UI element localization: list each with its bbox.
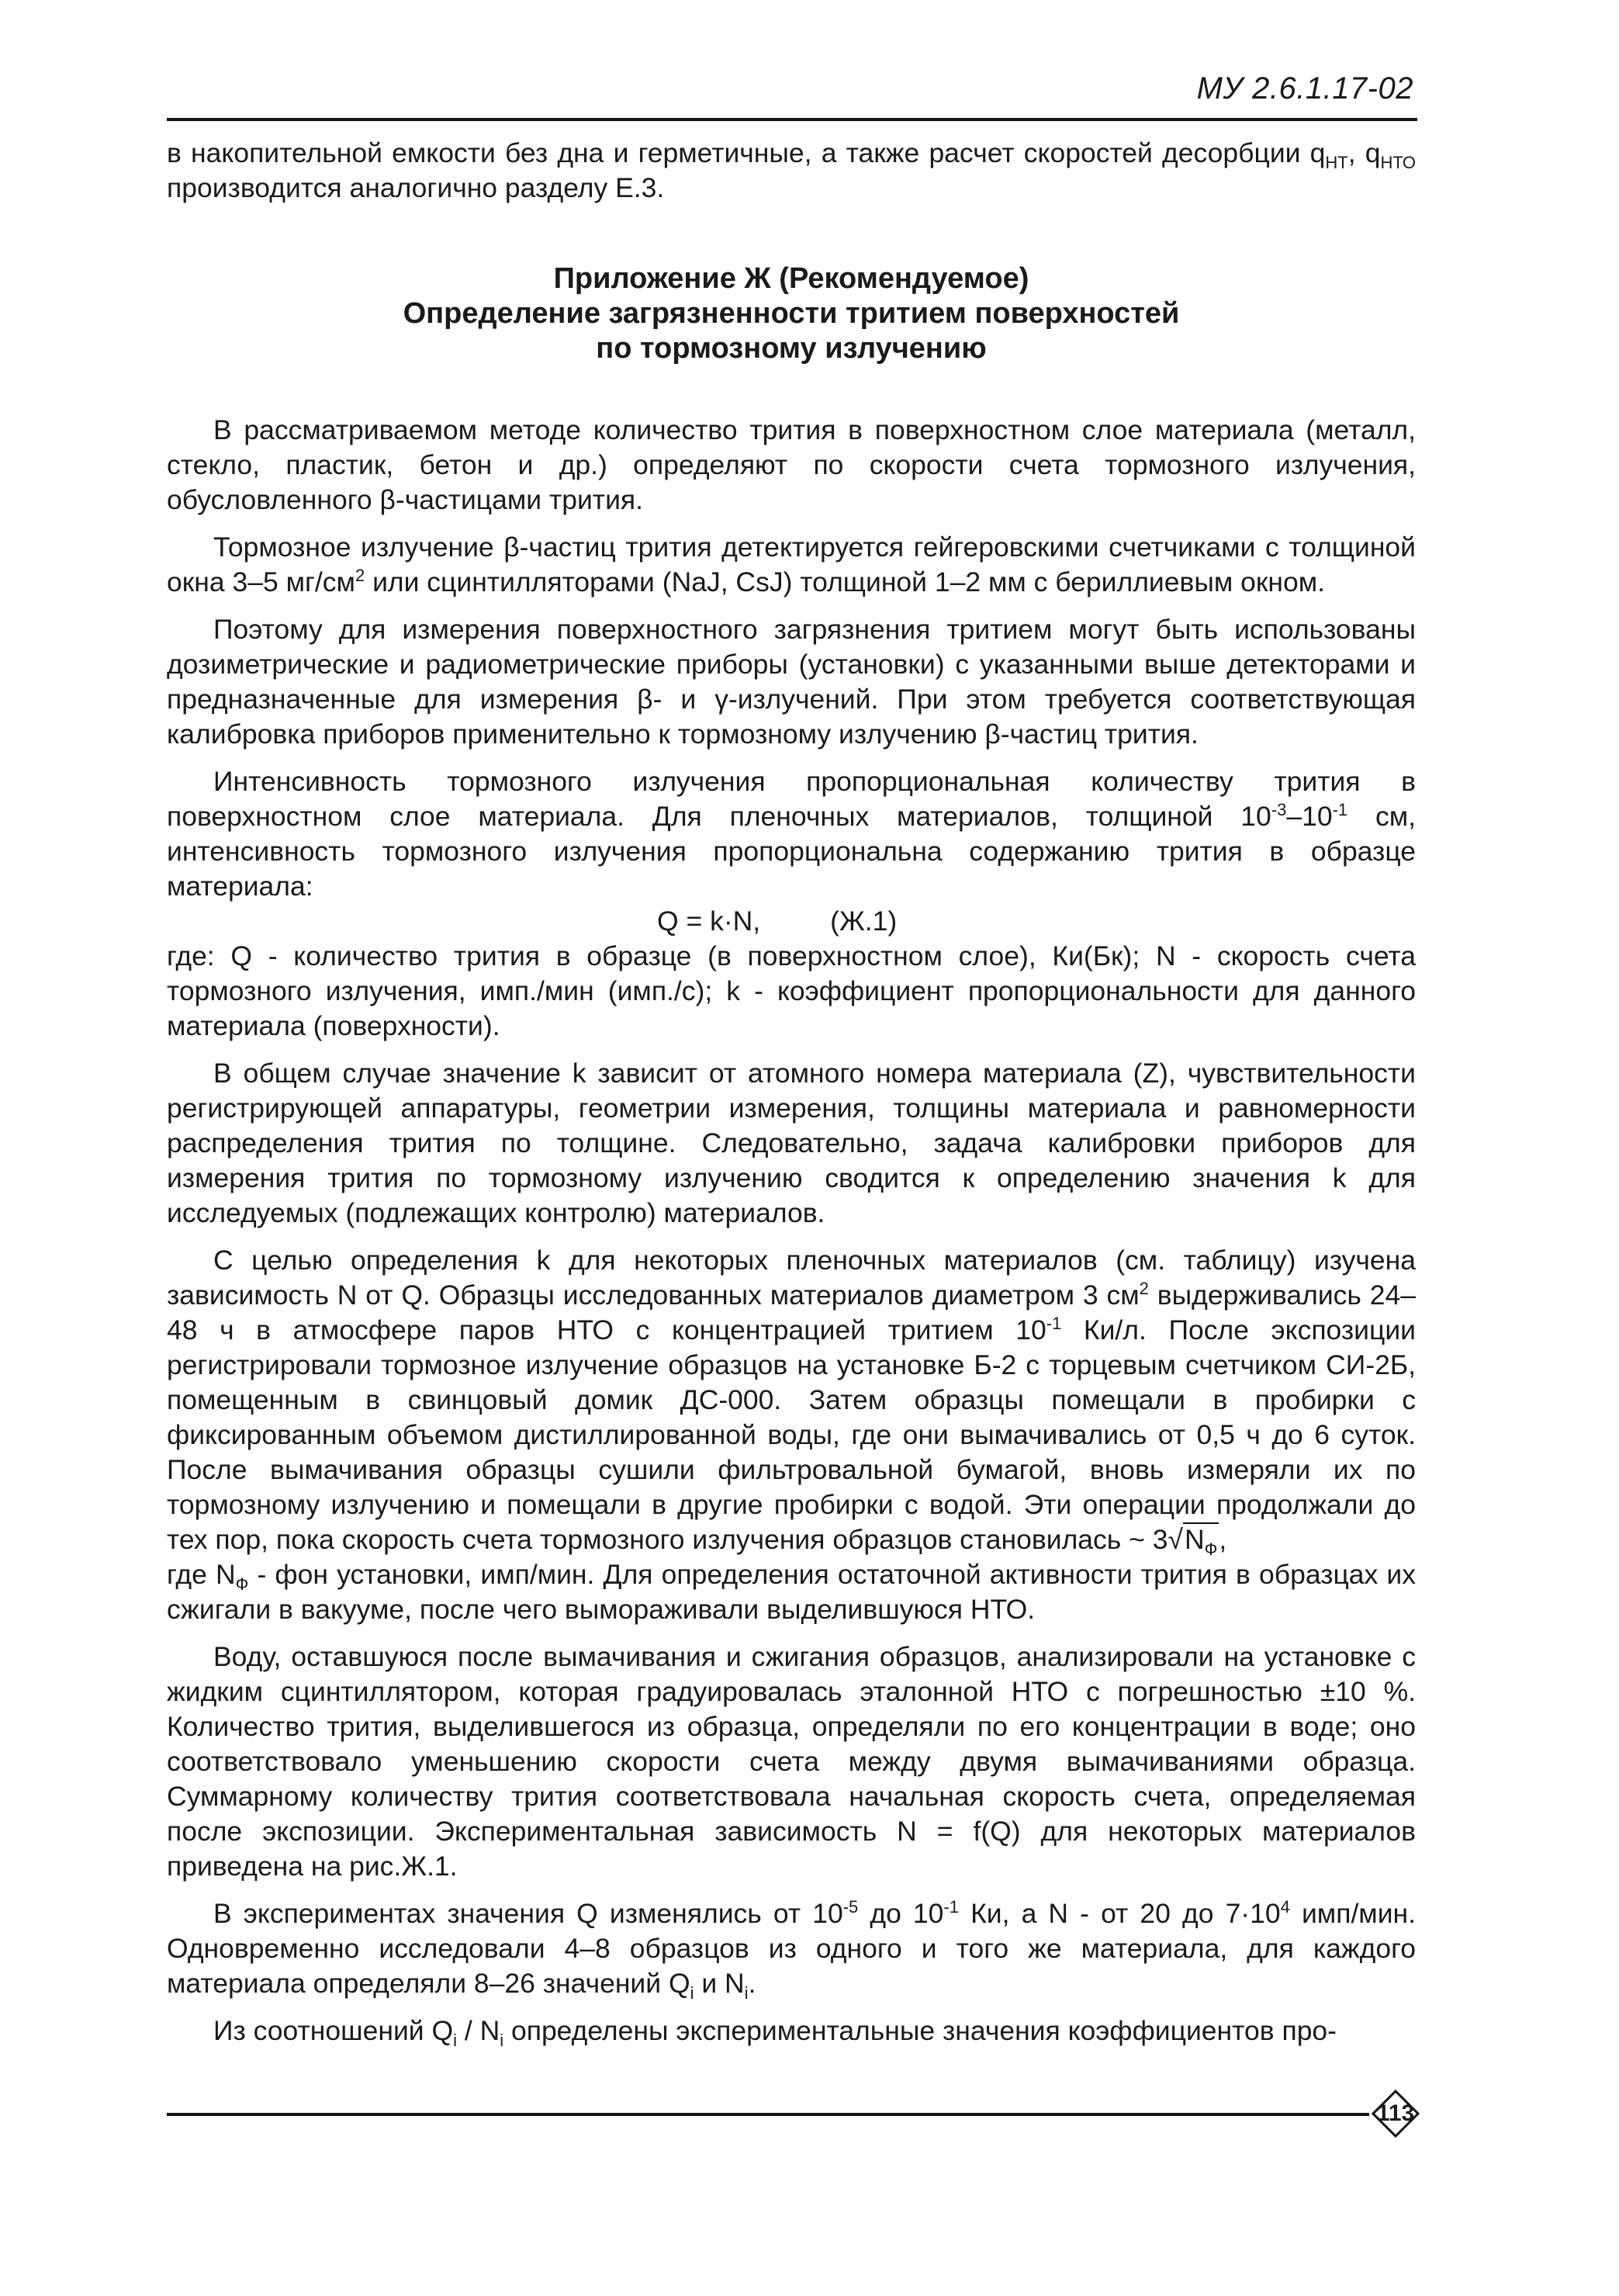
paragraph-background: где $N_Ф$ - фон установки, имп/мин. Для определения остаточной активности трития в образцах их сжигали в вакууме, после чего вымораживали выделившуюся НТО. (167, 1559, 1416, 1625)
footer-divider (167, 2113, 1369, 2116)
paragraph-intensity: Интенсивность тормозного излучения пропорциональная количеству трития в поверхностном слое материала. Для пленочных материалов, толщиной $10^{-3}-10^{-1}$ см, интенсивность тормозного излучения пропорциональна содержанию трития в образце материала: (167, 766, 1416, 902)
appendix-heading-line-2: по тормозному излучению (596, 332, 987, 365)
appendix-heading-line-1: Определение загрязненности тритием поверхностей (403, 297, 1180, 330)
appendix-title (167, 261, 1416, 366)
paragraph-method: В рассматриваемом методе количество трития в поверхностном слое материала (металл, стекло, пластик, бетон и др.) определяют по скорости счета тормозного излучения, обусловленного β-частицами трития. (167, 414, 1416, 515)
paragraph-ranges: В экспериментах значения Q изменялись от $10^{-5}$ до $10^{-1}$ Ки, а N - от 20 до $7\cdot 10^4$ имп/мин. Одновременно исследовали 4–8 образцов из одного и того же материала, для каждого материала определяли 8–26 значений $Q_i$ и $N_i$. (167, 1897, 1417, 2003)
formula-number: (Ж.1) (830, 906, 898, 937)
header-divider (167, 118, 1417, 121)
formula-zh1 (167, 904, 1416, 939)
paragraph-k-dependence: В общем случае значение k зависит от атомного номера материала (Z), чувствительности регистрирующей аппаратуры, геометрии измерения, толщины материала и равномерности распределения трития по толщине. Следовательно, задача калибровки приборов для измерения трития по тормозному излучению сводится к определению значения k для исследуемых (подлежащих контролю) материалов. (167, 1058, 1416, 1228)
paragraph-coefficients: Из соотношений $Q_i / N_i$ определены экспериментальные значения коэффициентов про- (213, 2015, 1337, 2051)
formula-expression: Q = k·N, (657, 906, 761, 937)
paragraph-experiment: С целью определения k для некоторых пленочных материалов (см. таблицу) изучена зависимость N от Q. Образцы исследованных материалов диаметром 3 $см^2$ выдерживались 24–48 ч в атмосфере паров НТО с концентрацией тритием $10^{-1}$ Ки/л. После экспозиции регистрировали тормозное излучение образцов на установке Б-2 с торцевым счетчиком СИ-2Б, помещенным в свинцовый домик ДС-000. Затем образцы помещали в пробирки с фиксированным объемом дистиллированной воды, где они вымачивались от 0,5 ч до 6 суток. После вымачивания образцы сушили фильтровальной бумагой, вновь измеряли их по тормозному излучению и помещали в другие пробирки с водой. Эти операции продолжали до тех пор, пока скорость счета тормозного излучения образцов становилась ~ $3√N_Ф$, (167, 1245, 1417, 1560)
appendix-label: Приложение Ж (Рекомендуемое) (553, 262, 1029, 295)
paragraph-formula-legend: где: Q - количество трития в образце (в поверхностном слое), Ки(Бк); N - скорость счета тормозного излучения, имп./мин (имп./с); k - коэффициент пропорциональности для данного материала (поверхности). (167, 940, 1416, 1041)
document-code: МУ 2.6.1.17-02 (1196, 71, 1413, 106)
paragraph-water-analysis: Воду, оставшуюся после вымачивания и сжигания образцов, анализировали на установке с жидким сцинтиллятором, которая градуировалась эталонной НТО с погрешностью ±10 %. Количество трития, выделившегося из образца, определяли по его концентрации в воде; оно соответствовало уменьшению скорости счета между двумя вымачиваниями образца. Суммарному количеству трития соответствовала начальная скорость счета, определяемая после экспозиции. Экспериментальная зависимость N = f(Q) для некоторых материалов приведена на рис.Ж.1. (167, 1641, 1416, 1882)
page-body (167, 136, 1417, 2051)
sqrt-expression: $√N_Ф$ (1168, 1524, 1218, 1560)
intro-paragraph: в накопительной емкости без дна и герметичные, а также расчет скоростей десорбции $q_{НТ}$, $q_{НТО}$ производится аналогично разделу Е.3. (167, 137, 1416, 203)
paragraph-detection: Тормозное излучение β-частиц трития детектируется гейгеровскими счетчиками с толщиной окна 3–5 $мг/см^2$ или сцинтилляторами (NaJ, CsJ) толщиной 1–2 мм с бериллиевым окном. (167, 532, 1416, 597)
page-number: 113 (1376, 2100, 1415, 2126)
paragraph-instruments: Поэтому для измерения поверхностного загрязнения тритием могут быть использованы дозиметрические и радиометрические приборы (установки) с указанными выше детекторами и предназначенные для измерения β- и γ-излучений. При этом требуется соответствующая калибровка приборов применительно к тормозному излучению β-частиц трития. (167, 614, 1416, 750)
